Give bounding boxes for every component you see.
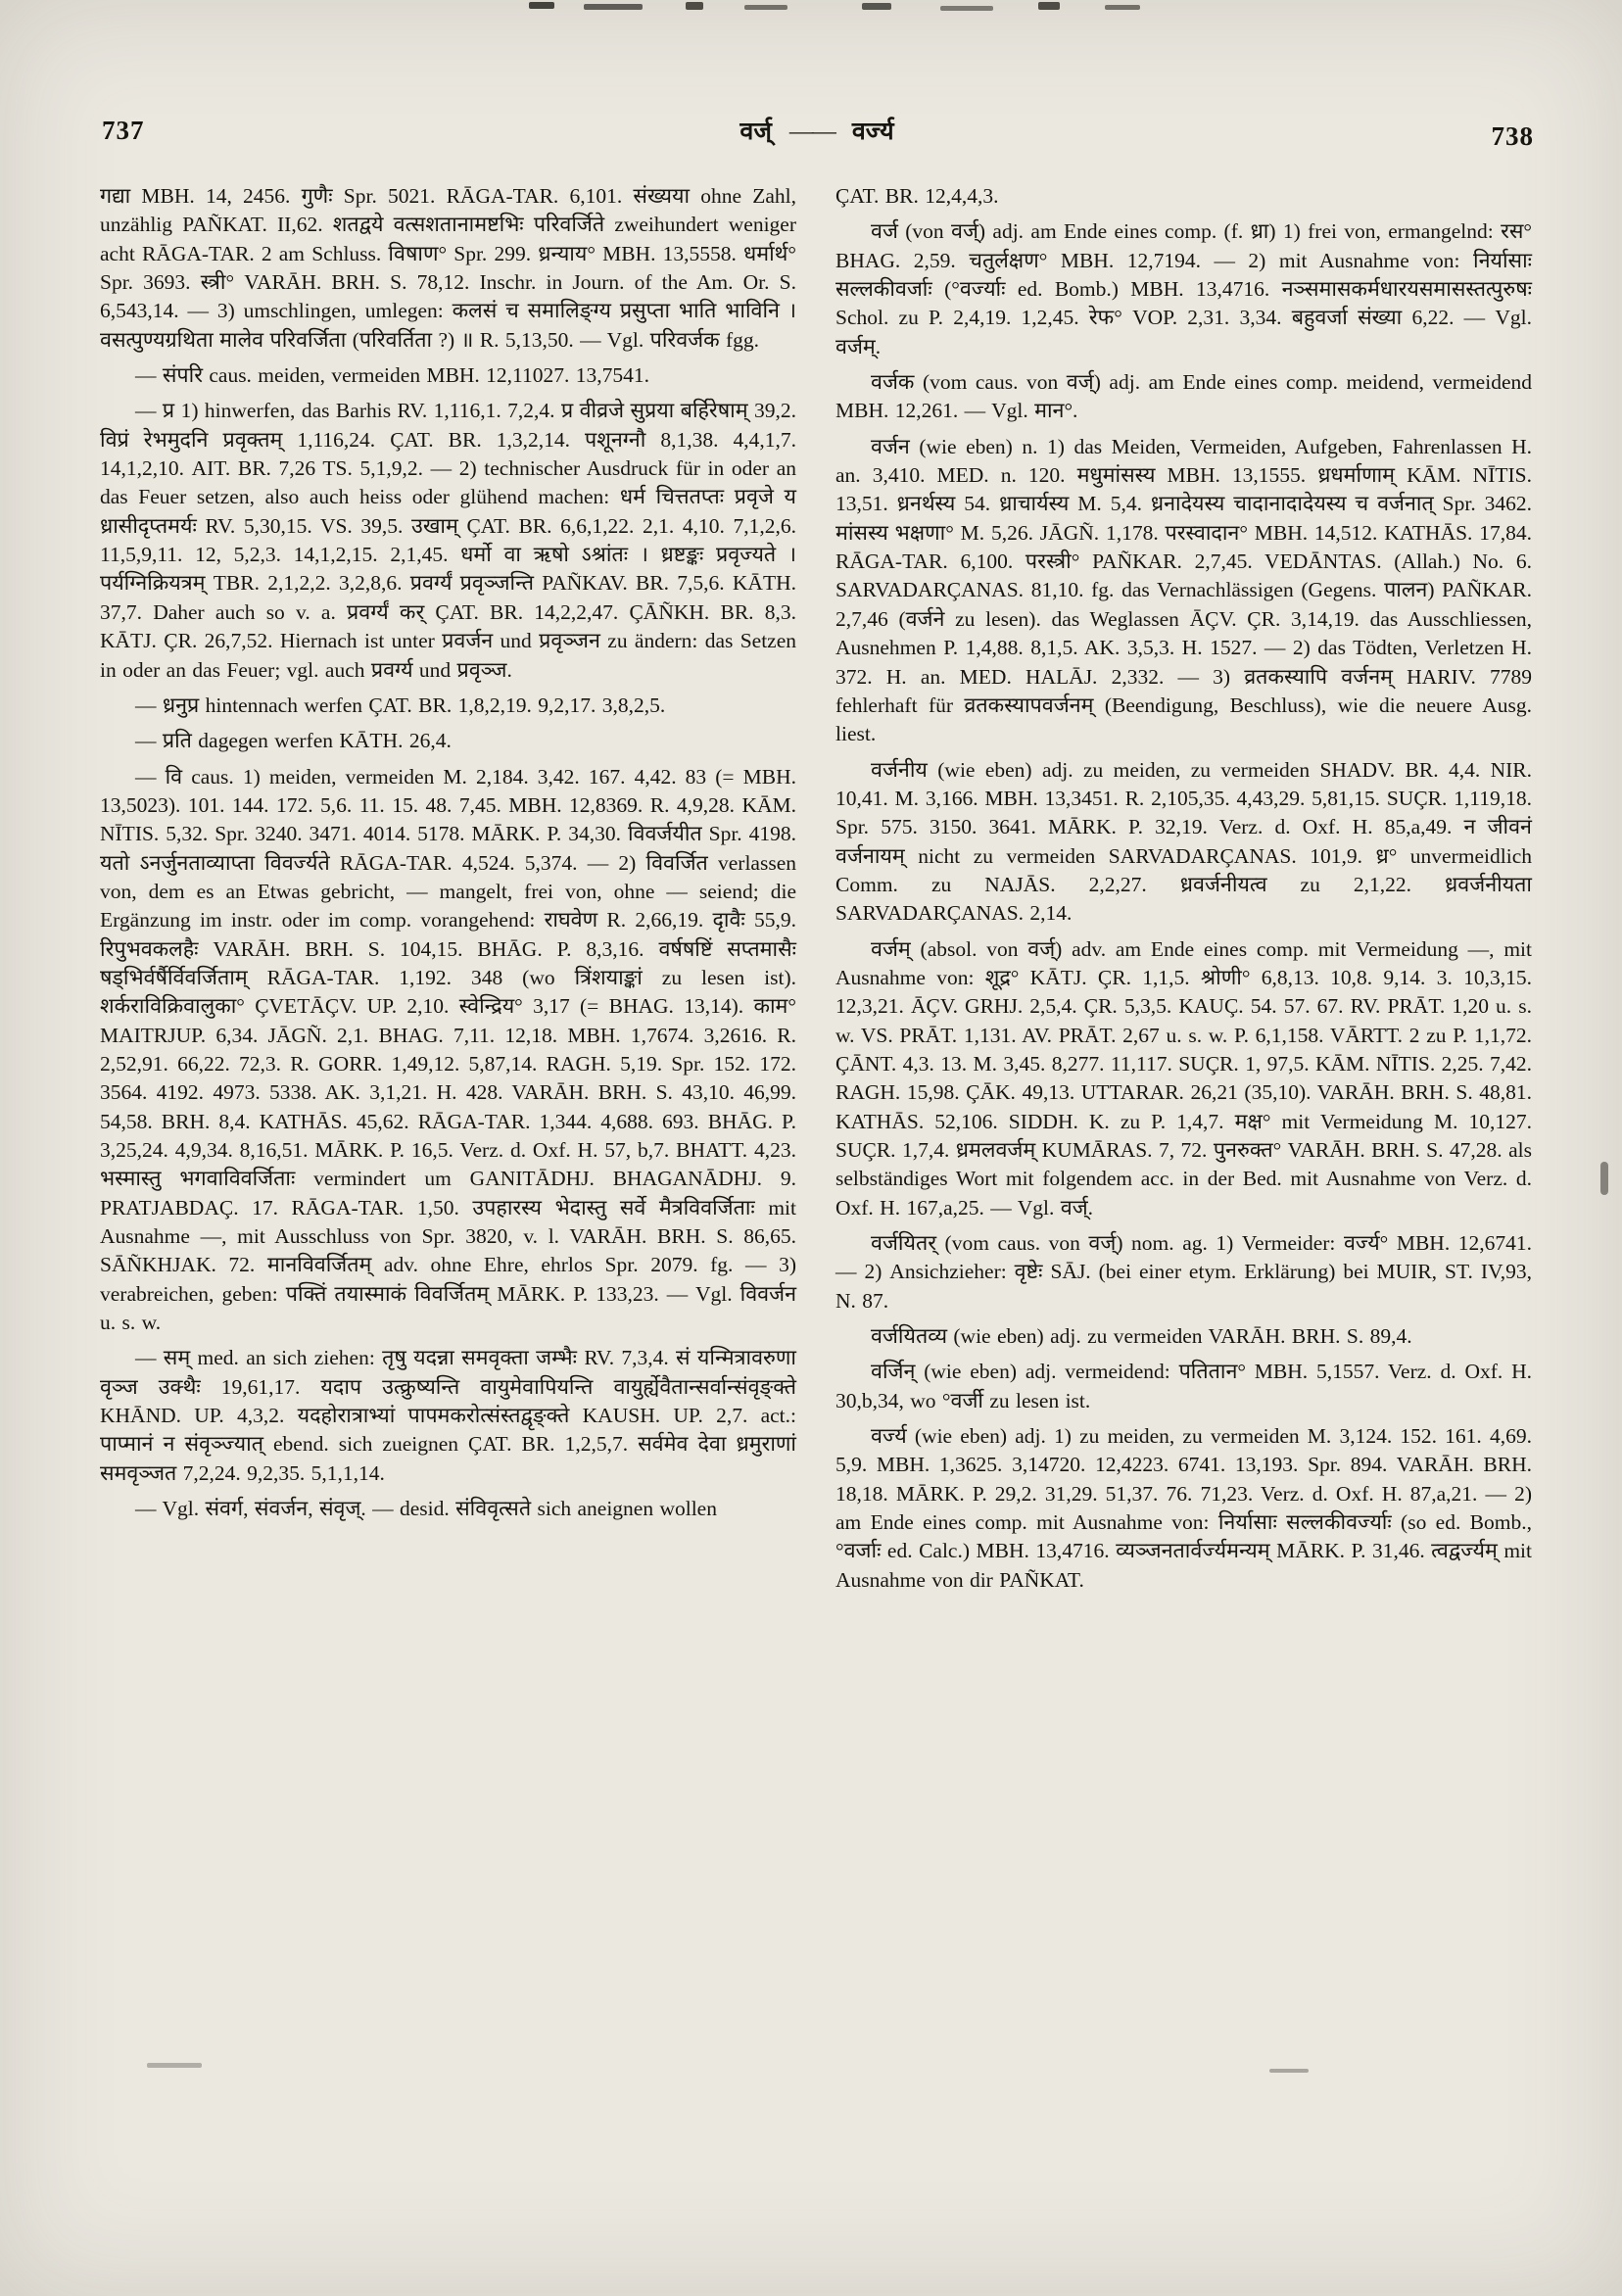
page-number-left: 737 bbox=[102, 116, 145, 145]
dictionary-paragraph: वर्जम् (absol. von वर्ज्) adv. am Ende eines comp. mit Vermeidung —, mit Ausnahme von: शूद्र° KĀTJ. ÇR. 1,1,5. श्रोणी° 6,8,13. 10,8. 9,14. 3. 10,3,15. 12,3,21. ĀÇV. GRHJ. 2,5,4. ÇR. 5,3,5. KAUÇ. 54. 57. 67. RV. PRĀT. 1,20 u. s. w. VS. PRĀT. 1,131. AV. PRĀT. 2,67 u. s. w. P. 6,1,158. VĀRTT. 2 zu P. 1,1,72. ÇĀNT. 4,3. 13. M. 3,45. 8,277. 11,117. SUÇR. 1, 97,5. KĀM. NĪTIS. 2,25. 7,42. RAGH. 15,98. ÇĀK. 49,13. UTTARAR. 26,21 (35,10). VARĀH. BRH. S. 48,81. KATHĀS. 52,106. SIDDH. K. zu P. 1,4,7. मक्ष° mit Vermeidung M. 10,127. SUÇR. 1,7,4. ध्रमलवर्जम् KUMĀRAS. 7, 72. पुनरुक्त° VARĀH. BRH. S. 47,28. als selbständiges Wort mit folgendem acc. in der Bed. mit Ausnahme von Verz. d. Oxf. H. 167,a,25. — Vgl. वर्ज्. bbox=[835, 936, 1532, 1220]
dictionary-paragraph: — वि caus. 1) meiden, vermeiden M. 2,184. 3,42. 167. 4,42. 83 (= MBH. 13,5023). 101. 144. 172. 5,6. 11. 15. 48. 7,45. MBH. 12,8369. R. 4,9,28. KĀM. NĪTIS. 5,32. Spr. 3240. 3471. 4014. 5178. MĀRK. P. 34,30. विवर्जयीत Spr. 4198. यतो ऽनर्जुनताव्याप्ता विवर्ज्यते RĀGA-TAR. 4,524. 5,374. — 2) विवर्जित verlassen von, dem es an Etwas gebricht, — mangelt, frei von, ohne — seiend; die Ergänzung im instr. oder im comp. vorangehend: राघवेण R. 2,66,19. दृावैः 55,9. रिपुभवकलहैः VARĀH. BRH. S. 104,15. BHĀG. P. 8,3,16. वर्षषष्टिं सप्तमासैः षड्भिर्वर्षैर्विवर्जिताम् RĀGA-TAR. 1,192. 348 (wo त्रिंशयाङ्कां zu lesen ist). शर्कराविक्रिवालुका° ÇVETĀÇV. UP. 2,10. स्वेन्द्रिय° 3,17 (= BHAG. 13,14). काम° MAITRJUP. 6,34. JĀGÑ. 2,1. BHAG. 7,11. 12,18. MBH. 1,7674. 3,2616. R. 2,52,91. 66,22. 72,3. R. GORR. 1,49,12. 5,87,14. RAGH. 5,19. Spr. 152. 172. 3564. 4192. 4973. 5338. AK. 3,1,21. H. 428. VARĀH. BRH. S. 43,10. 46,99. 54,58. BRH. 8,4. KATHĀS. 45,62. RĀGA-TAR. 1,344. 4,688. 693. BHĀG. P. 3,25,24. 4,9,34. 8,16,51. MĀRK. P. 16,5. Verz. d. Oxf. H. 57, b,7. BHATT. 4,23. भस्मास्तु भगवाविवर्जिताः vermindert um GANITĀDHJ. BHAGANĀDHJ. 9. PRATJABDAÇ. 17. RĀGA-TAR. 1,50. उपहारस्य भेदास्तु सर्वे मैत्रविवर्जिताः mit Ausnahme —, mit Ausschluss von Spr. 3820, v. l. VARĀH. BRH. S. 86,65. SĀÑKHJAK. 72. मानविवर्जितम् adv. ohne Ehre, ehrlos Spr. 2079. fg. — 3) verabreichen, geben: पक्तिं तयास्माकं विवर्जितम् MĀRK. P. 133,23. — Vgl. विवर्जन u. s. w. bbox=[100, 764, 796, 1335]
dictionary-paragraph: वर्जयितव्य (wie eben) adj. zu vermeiden VARĀH. BRH. S. 89,4. bbox=[871, 1324, 1412, 1349]
dictionary-paragraph: वर्ज्य (wie eben) adj. 1) zu meiden, zu vermeiden M. 3,124. 152. 161. 4,69. 5,9. MBH. 1,3625. 3,14720. 12,4223. 6741. 13,193. Spr. 894. VARĀH. BRH. 18,18. MĀRK. P. 29,2. 31,29. 51,37. 76. 71,23. Verz. d. Oxf. H. 87,a,21. — 2) am Ende eines comp. mit Ausnahme von: निर्यासाः सल्लकीवर्ज्याः (so ed. Bomb., °वर्जाः ed. Calc.) MBH. 13,4716. व्यञ्जनतार्वर्ज्यमन्यम् MĀRK. P. 31,46. त्वद्वर्ज्यम् mit Ausnahme von dir PAÑKAT. bbox=[835, 1424, 1532, 1592]
page-number-right: 738 bbox=[1491, 121, 1534, 151]
dictionary-paragraph: — सम् med. an sich ziehen: तृषु यदन्ना समवृक्ता जम्भैः RV. 7,3,4. सं यन्मित्रावरुणा वृञ्ज उक्थैः 19,61,17. यदाप उत्क्रुष्यन्ति वायुमेवापियन्ति वायुर्ह्येवैतान्सर्वान्संवृङ्क्ते KHĀND. UP. 4,3,2. यदहोरात्राभ्यां पापमकरोत्संस्तद्वृङ्क्ते KAUSH. UP. 2,7. act.: पाप्मानं न संवृञ्ज्यात् ebend. sich zueignen ÇAT. BR. 1,2,5,7. सर्वमेव देवा ध्रमुराणां समवृञ्जत 7,2,24. 9,2,35. 5,1,1,14. bbox=[100, 1346, 796, 1485]
dictionary-paragraph: वर्ज (von वर्ज्) adj. am Ende eines comp. (f. ध्रा) 1) frei von, ermangelnd: रस° BHAG. 2,59. चतुर्लक्षण° MBH. 12,7194. — 2) mit Ausnahme von: निर्यासाः सल्लकीवर्जाः (°वर्ज्याः ed. Bomb.) MBH. 13,4716. नञ्समासकर्मधारयसमासस्तत्पुरुषः Schol. zu P. 2,4,19. 1,2,45. रेफ° VOP. 2,31. 3,34. बहुवर्जा संख्या 6,22. — Vgl. वर्जम्. bbox=[835, 219, 1532, 359]
dictionary-paragraph: — ध्रनुप्र hintennach werfen ÇAT. BR. 1,8,2,19. 9,2,17. 3,8,2,5. bbox=[135, 693, 666, 717]
dictionary-body bbox=[100, 182, 1532, 2178]
running-title bbox=[98, 114, 1536, 147]
running-title-separator: —— bbox=[788, 119, 835, 145]
dictionary-paragraph: गद्या MBH. 14, 2456. गुणैः Spr. 5021. RĀGA-TAR. 6,101. संख्यया ohne Zahl, unzählig PAÑKAT. II,62. शतद्वये वत्सशतानामष्टभिः परिवर्जिते zweihundert weniger acht RĀGA-TAR. 2 am Schluss. विषाण° Spr. 299. ध्रन्याय° MBH. 13,5558. धर्मार्थ° Spr. 3693. स्त्री° VARĀH. BRH. S. 78,12. Inschr. in Journ. of the Am. Or. S. 6,543,14. — 3) umschlingen, umlegen: कलसं च समालिङ्ग्य प्रसुप्ता भाति भाविनि । वसत्पुण्यग्रथिता मालेव परिवर्जिता (परिवर्तिता ?) ॥ R. 5,13,50. — Vgl. परिवर्जक fgg. bbox=[100, 184, 796, 352]
scan-artifact bbox=[1038, 2, 1060, 10]
scan-artifact bbox=[744, 5, 787, 10]
dictionary-paragraph: — संपरि caus. meiden, vermeiden MBH. 12,11027. 13,7541. bbox=[135, 363, 650, 388]
left-column bbox=[100, 182, 796, 2178]
dictionary-paragraph: वर्जनीय (wie eben) adj. zu meiden, zu vermeiden SHADV. BR. 4,4. NIR. 10,41. M. 3,166. MBH. 13,3451. R. 2,105,35. 4,43,29. 5,81,15. SUÇR. 1,119,18. Spr. 575. 3150. 3641. MĀRK. P. 32,19. Verz. d. Oxf. H. 85,a,49. न जीवनं वर्जनायम् nicht zu vermeiden SARVADARÇANAS. 101,9. ध्र° unvermeidlich Comm. zu NAJĀS. 2,2,27. ध्रवर्जनीयत्व zu 2,1,22. ध्रवर्जनीयता SARVADARÇANAS. 2,14. bbox=[835, 757, 1532, 926]
dictionary-paragraph: ÇAT. BR. 12,4,4,3. bbox=[835, 184, 999, 208]
dictionary-paragraph: — प्रति dagegen werfen KĀTH. 26,4. bbox=[135, 729, 452, 753]
running-title-word-right: वर्ज्य bbox=[851, 119, 894, 145]
dictionary-paragraph: वर्जन (wie eben) n. 1) das Meiden, Vermeiden, Aufgeben, Fahrenlassen H. an. 3,410. MED. n. 120. मधुमांसस्य MBH. 13,1555. ध्रधर्माणाम् KĀM. NĪTIS. 13,51. ध्रनर्थस्य 54. ध्राचार्यस्य M. 5,4. ध्रनादेयस्य चादानादादेयस्य च वर्जनात् Spr. 3462. मांसस्य भक्षणा° M. 5,26. JĀGÑ. 1,178. परस्वादान° MBH. 14,512. KATHĀS. 17,84. RĀGA-TAR. 6,100. परस्त्री° PAÑKAR. 2,7,45. VEDĀNTAS. (Allah.) No. 6. SARVADARÇANAS. 81,10. fg. das Vernachlässigen (Gegens. पालन) PAÑKAR. 2,7,46 (वर्जने zu lesen). das Weglassen ĀÇV. ÇR. 3,14,19. das Ausschliessen, Ausnehmen P. 1,4,88. 8,1,5. AK. 3,5,3. H. 1527. — 2) das Tödten, Verletzen H. 372. H. an. MED. HALĀJ. 2,332. — 3) व्रतकस्यापि वर्जनम् HARIV. 7789 fehlerhaft für व्रतकस्यापवर्जनम् (Beendigung, Beschluss), wie die neuere Ausg. liest. bbox=[835, 434, 1532, 746]
dictionary-paragraph: — Vgl. संवर्ग, संवर्जन, संवृज्. — desid. संविवृत्सते sich aneignen wollen bbox=[135, 1497, 717, 1521]
scan-artifact bbox=[940, 6, 993, 11]
scan-artifact bbox=[1105, 5, 1140, 10]
dictionary-paragraph: वर्जिन् (wie eben) adj. vermeidend: पतितान° MBH. 5,1557. Verz. d. Oxf. H. 30,b,34, wo °वर्जी zu lesen ist. bbox=[835, 1360, 1532, 1412]
running-title-word-left: वर्ज् bbox=[739, 119, 772, 145]
scan-artifact bbox=[584, 4, 643, 10]
scan-artifact bbox=[529, 2, 554, 9]
dictionary-paragraph: वर्जयितर् (vom caus. von वर्ज्) nom. ag. 1) Vermeider: वर्ज्य° MBH. 12,6741. — 2) Ansichzieher: वृष्टेः SĀJ. (bei einer etym. Erklärung) bei MUIR, ST. IV,93, N. 87. bbox=[835, 1231, 1532, 1313]
right-column bbox=[835, 182, 1532, 2178]
scan-artifact bbox=[862, 3, 891, 10]
scan-artifact bbox=[686, 2, 703, 10]
dictionary-paragraph: — प्र 1) hinwerfen, das Barhis RV. 1,116,1. 7,2,4. प्र वीव्रजे सुप्रया बर्हिरेषाम् 39,2. विप्रं रेभमुदनि प्रवृक्तम् 1,116,24. ÇAT. BR. 1,3,2,14. पशूनग्नौ 8,1,38. 4,4,1,7. 14,1,2,10. AIT. BR. 7,26 TS. 5,1,9,2. — 2) technischer Ausdruck für in oder an das Feuer setzen, also auch heiss oder glühend machen: धर्म चित्ततप्तः प्रवृजे य ध्रासीदृप्तमर्यः RV. 5,30,15. VS. 39,5. उखाम् ÇAT. BR. 6,6,1,22. 2,1. 4,10. 7,1,2,6. 11,5,9,11. 12, 5,2,3. 14,1,2,15. 2,1,45. धर्मो वा ऋषो ऽश्रांतः । ध्रष्टङ्कः प्रवृज्यते । पर्यग्निक्रियत्रम् TBR. 2,1,2,2. 3,2,8,6. प्रवर्ग्यं प्रवृञ्जन्ति PAÑKAV. BR. 7,5,6. KĀTH. 37,7. Daher auch so v. a. प्रवर्ग्यं कर् ÇAT. BR. 14,2,2,47. ÇĀÑKH. BR. 8,3. KĀTJ. ÇR. 26,7,52. Hiernach ist unter प्रवर्जन und प्रवृञ्जन zu ändern: das Setzen in oder an das Feuer; vgl. auch प्रवर्ग्य und प्रवृञ्ज. bbox=[100, 399, 796, 682]
running-header bbox=[98, 110, 1536, 157]
dictionary-paragraph: वर्जक (vom caus. von वर्ज्) adj. am Ende eines comp. meidend, vermeidend MBH. 12,261. — Vgl. मान°. bbox=[835, 370, 1532, 423]
scan-artifact bbox=[1600, 1162, 1608, 1195]
